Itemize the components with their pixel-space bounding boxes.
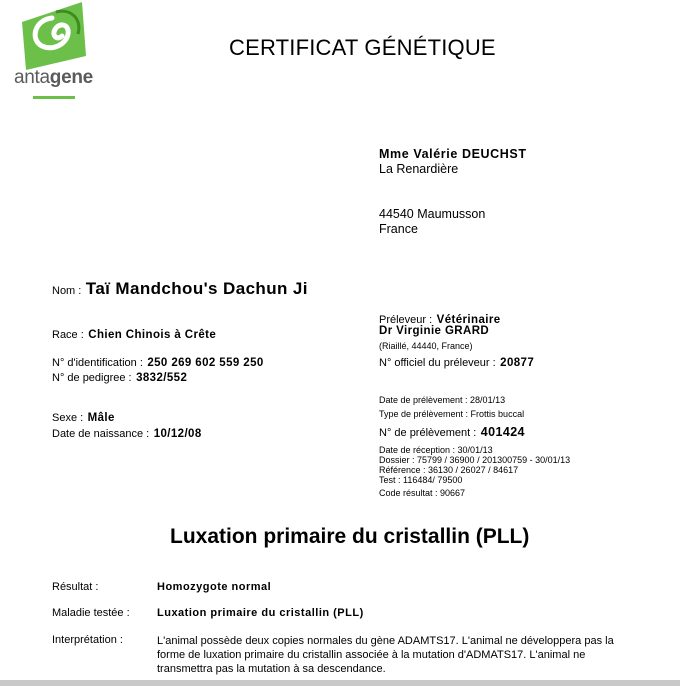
naissance-value: 10/12/08 bbox=[153, 428, 202, 440]
certificate-title: CERTIFICAT GÉNÉTIQUE bbox=[229, 35, 496, 60]
interpretation-text: L'animal possède deux copies normales du gène ADAMTS17. L'animal ne développera pas la forme de luxation primaire du cristallin associée à la mutation d'ADMATS17. L'animal ne transmettra pas la mutation à sa descendance. bbox=[157, 635, 614, 675]
section-title: Luxation primaire du cristallin (PLL) bbox=[170, 525, 530, 548]
pedigree-row bbox=[52, 368, 187, 386]
logo-underline bbox=[33, 96, 75, 99]
preleveur-officiel-label: N° officiel du préleveur : bbox=[379, 357, 496, 369]
reference: Référence : 36130 / 26027 / 84617 bbox=[379, 465, 519, 475]
owner-address-line3: France bbox=[379, 222, 418, 236]
pedigree-value: 3832/552 bbox=[136, 372, 188, 384]
maladie-label: Maladie testée : bbox=[52, 607, 130, 619]
logo-wordmark: antagene bbox=[14, 67, 93, 88]
num-prelevement-label: N° de prélèvement : bbox=[379, 427, 477, 439]
sexe-value: Mâle bbox=[87, 412, 115, 424]
page-cutoff-strip bbox=[0, 680, 680, 686]
num-prelevement-row bbox=[379, 423, 525, 441]
test: Test : 116484/ 79500 bbox=[379, 475, 463, 485]
preleveur-location: (Riaillé, 44440, France) bbox=[379, 341, 473, 351]
preleveur-label: Préleveur : bbox=[379, 314, 433, 326]
date-reception: Date de réception : 30/01/13 bbox=[379, 445, 493, 455]
nom-label: Nom : bbox=[52, 285, 82, 297]
dossier: Dossier : 75799 / 36900 / 201300759 - 30/01/13 bbox=[379, 455, 571, 465]
identification-label: N° d'identification : bbox=[52, 357, 143, 369]
date-prelevement: Date de prélèvement : 28/01/13 bbox=[379, 395, 506, 405]
naissance-label: Date de naissance : bbox=[52, 428, 150, 440]
antagene-logo-mark bbox=[12, 0, 102, 70]
preleveur-officiel-row bbox=[379, 353, 534, 371]
num-prelevement-value: 401424 bbox=[480, 425, 525, 439]
naissance-row bbox=[52, 424, 202, 442]
owner-address-line1: La Renardière bbox=[379, 162, 459, 176]
animal-name-row bbox=[52, 279, 308, 299]
pedigree-label: N° de pedigree : bbox=[52, 372, 132, 384]
resultat-label: Résultat : bbox=[52, 581, 99, 593]
owner-address-line2: 44540 Maumusson bbox=[379, 207, 486, 221]
race-value: Chien Chinois à Crête bbox=[88, 329, 217, 341]
owner-name: Mme Valérie DEUCHST bbox=[379, 147, 527, 161]
code-resultat: Code résultat : 90667 bbox=[379, 488, 466, 498]
type-prelevement: Type de prélèvement : Frottis buccal bbox=[379, 409, 525, 419]
animal-name: Taï Mandchou's Dachun Ji bbox=[85, 279, 308, 298]
race-row bbox=[52, 325, 216, 343]
identification-value: 250 269 602 559 250 bbox=[147, 357, 264, 369]
race-label: Race : bbox=[52, 329, 84, 341]
interpretation-label: Interprétation : bbox=[52, 634, 123, 646]
sexe-label: Sexe : bbox=[52, 412, 84, 424]
preleveur-officiel-value: 20877 bbox=[500, 357, 535, 369]
resultat-value: Homozygote normal bbox=[157, 581, 272, 593]
preleveur-doctor: Dr Virginie GRARD bbox=[379, 325, 490, 337]
maladie-value: Luxation primaire du cristallin (PLL) bbox=[157, 607, 364, 619]
preleveur-value: Vétérinaire bbox=[436, 314, 501, 326]
